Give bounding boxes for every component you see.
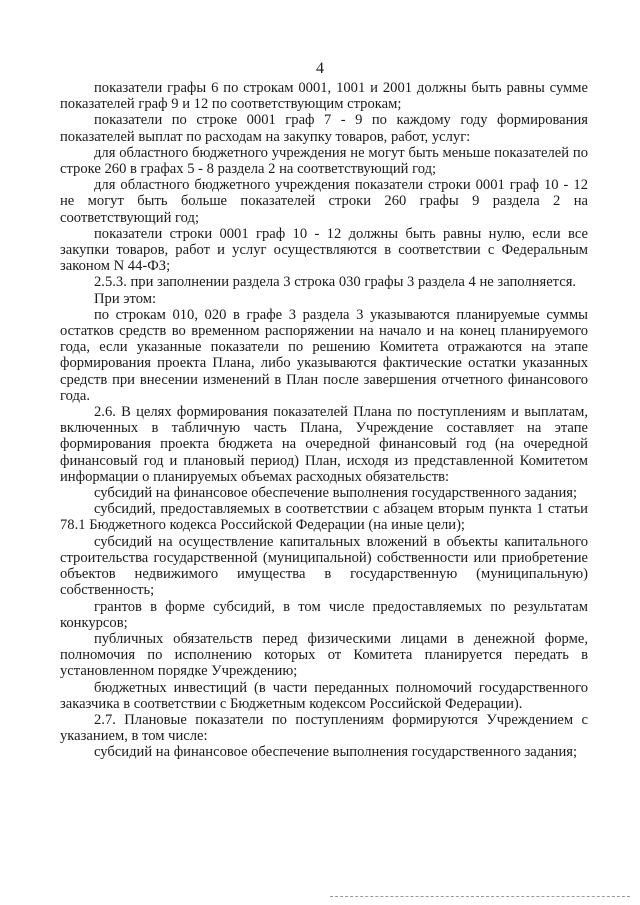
bottom-scan-line [330,896,630,898]
paragraph: грантов в форме субсидий, в том числе предоставляемых по результатам конкурсов; [60,598,588,631]
paragraph: по строкам 010, 020 в графе 3 раздела 3 указываются планируемые суммы остатков средств во временном распоряжении на начало и на конец планируемого года, если указанные показатели по решению Комитета отражаются на этапе формирования проекта Плана, либо указываются фактические остатки указанных средств при внесении изменений в План после завершения отчетного финансового года. [60,306,588,404]
paragraph: 2.7. Плановые показатели по поступлениям формируются Учреждением с указанием, в том числе: [60,711,588,745]
page-number: 4 [316,60,324,77]
paragraph: субсидий на финансовое обеспечение выполнения государственного задания; [94,485,578,502]
paragraph: для областного бюджетного учреждения не могут быть меньше показателей по строке 260 в графах 5 - 8 раздела 2 на соответствующий год; [60,144,588,178]
paragraph: При этом: [94,290,157,307]
paragraph: показатели графы 6 по строкам 0001, 1001 и 2001 должны быть равны сумме показателей граф 9 и 12 по соответствующим строкам; [60,80,588,113]
paragraph: показатели по строке 0001 граф 7 - 9 по каждому году формирования показателей выплат по расходам на закупку товаров, работ, услуг: [60,112,588,145]
paragraph: показатели строки 0001 граф 10 - 12 должны быть равны нулю, если все закупки товаров, работ и услуг осуществляются в соответствии с Федеральным законом N 44-ФЗ; [60,225,588,275]
document-body [60,80,588,761]
paragraph: публичных обязательств перед физическими лицами в денежной форме, полномочия по исполнению которых от Комитета планируется передать в установленном порядке Учреждению; [60,630,588,680]
paragraph: 2.5.3. при заполнении раздела 3 строка 030 графы 3 раздела 4 не заполняется. [94,274,577,291]
paragraph: 2.6. В целях формирования показателей Плана по поступлениям и выплатам, включенных в табличную часть Плана, Учреждение составляет на этапе формирования проекта бюджета на очередной финансовый год (на очередной финансовый год и плановый период) План, исходя из представленной Комитетом информации о планируемых объемах расходных обязательств: [60,404,588,485]
paragraph: субсидий, предоставляемых в соответствии с абзацем вторым пункта 1 статьи 78.1 Бюджетного кодекса Российской Федерации (на иные цели); [60,501,588,534]
paragraph: субсидий на осуществление капитальных вложений в объекты капитального строительства государственной (муниципальной) собственности или приобретение объектов недвижимого имущества в государственную (муниципальную) собственность; [60,533,588,599]
paragraph: субсидий на финансовое обеспечение выполнения государственного задания; [94,744,578,761]
paragraph: для областного бюджетного учреждения показатели строки 0001 граф 10 - 12 не могут быть больше показателей строки 260 графы 9 раздела 2 на соответствующий год; [60,177,588,226]
paragraph: бюджетных инвестиций (в части переданных полномочий государственного заказчика в соответствии с Бюджетным кодексом Российской Федерации). [60,679,588,712]
